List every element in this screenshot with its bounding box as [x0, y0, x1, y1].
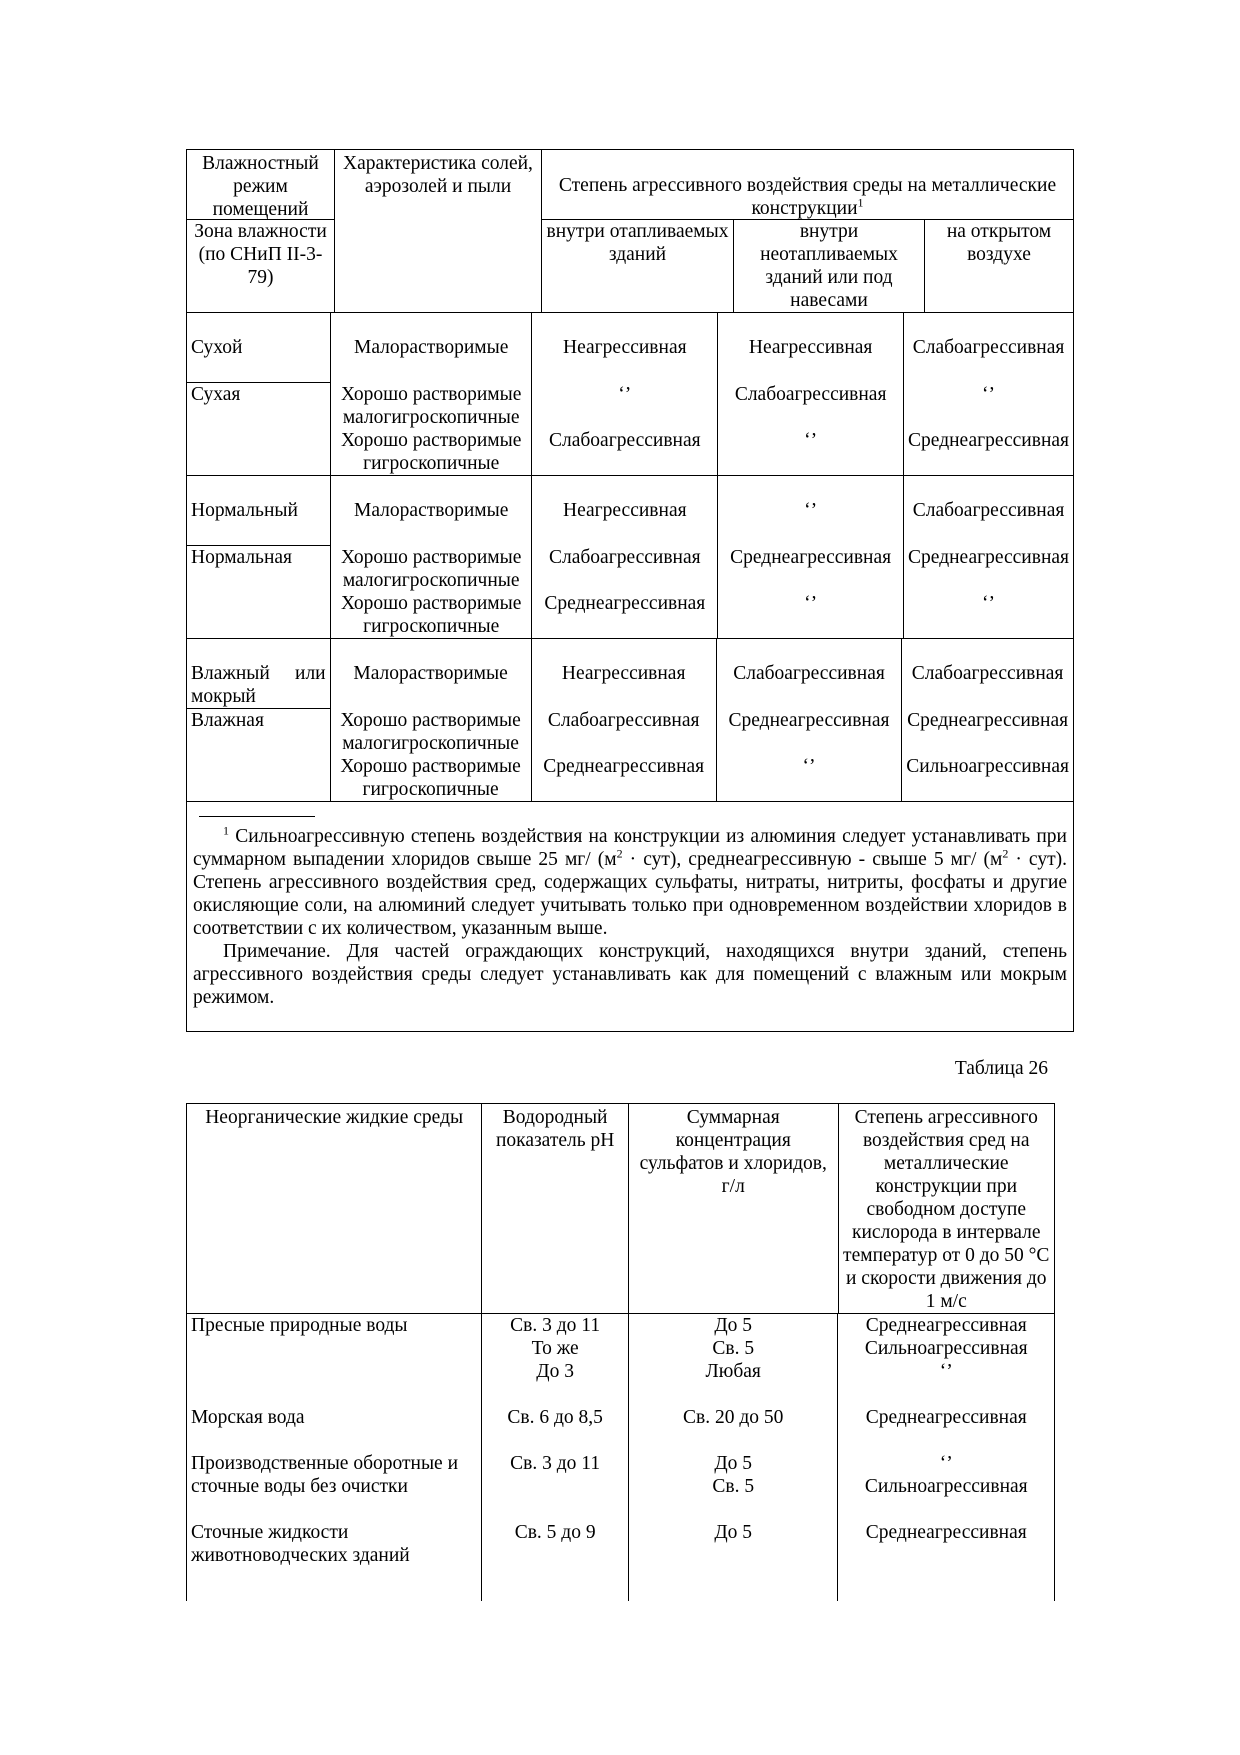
- footnote-text-1: Сильноагрессивную степень воздействия на конструкции из алюминия следует устанавливать при суммарном выпадении хлоридов свыше 25 мг/ (м: [193, 826, 1067, 870]
- header-unheated: внутри неотапливаемых зданий или под навесами: [733, 220, 924, 312]
- header-degree-text: Степень агрессивного воздействия среды на металлические конструкции: [558, 175, 1057, 219]
- unheated-cell: Слабоагрессивная: [734, 384, 887, 405]
- media-cell: Сточные жидкости животноводческих зданий: [191, 1522, 410, 1566]
- media-cell: Производственные оборотные и сточные воды без очистки: [191, 1453, 459, 1497]
- table-footnote: [187, 802, 1073, 1031]
- outdoor-cell: Сильноагрессивная: [906, 756, 1069, 777]
- ph-cell: Св. 6 до 8,5: [507, 1407, 603, 1428]
- degree-cell: Среднеагрессивная: [865, 1407, 1027, 1428]
- salt-cell: Хорошо растворимые малогигроскопичные: [340, 710, 521, 754]
- heated-cell: Неагрессивная: [561, 663, 686, 684]
- header-humidity-zone: Зона влажности (по СНиП II-3-79): [194, 221, 327, 288]
- unheated-cell: Неагрессивная: [748, 337, 873, 358]
- salt-cell: Малорастворимые: [353, 663, 508, 684]
- footnote-sup-a: 2: [616, 846, 623, 861]
- footnote-mark: 1: [223, 823, 229, 838]
- heated-cell: Среднеагрессивная: [544, 593, 706, 614]
- unheated-cell: Среднеагрессивная: [728, 710, 890, 731]
- header-salts: Характеристика солей, аэрозолей и пыли: [334, 150, 541, 312]
- conc-cell: Св. 5: [712, 1338, 755, 1359]
- salt-cell: Хорошо растворимые малогигроскопичные: [340, 547, 522, 591]
- zone-cell: Нормальная: [191, 547, 293, 568]
- header-media: Неорганические жидкие среды: [205, 1107, 464, 1128]
- degree-cell: ‘’: [939, 1361, 953, 1382]
- unheated-cell: ‘’: [802, 756, 816, 777]
- table-header: [187, 150, 1073, 313]
- outdoor-cell: ‘’: [982, 384, 996, 405]
- header-degree: [542, 150, 1073, 220]
- header-humidity-regime: Влажностный режим помещений: [187, 150, 334, 220]
- header-concentration: Суммарная концентрация сульфатов и хлоридов, г/л: [628, 1104, 838, 1313]
- salt-cell: Малорастворимые: [354, 337, 509, 358]
- group-normal: [187, 476, 1073, 639]
- table-header: [187, 1104, 1054, 1314]
- zone-cell: Сухая: [191, 384, 241, 405]
- conc-cell: Любая: [705, 1361, 761, 1382]
- heated-cell: Среднеагрессивная: [543, 756, 705, 777]
- conc-cell: До 5: [714, 1522, 753, 1543]
- outdoor-cell: Слабоагрессивная: [912, 500, 1065, 521]
- outdoor-cell: ‘’: [982, 593, 996, 614]
- outdoor-cell: Слабоагрессивная: [912, 337, 1065, 358]
- conc-cell: До 5: [714, 1453, 753, 1474]
- group-wet: [187, 639, 1073, 802]
- footnote-sup-b: 2: [1002, 846, 1009, 861]
- conc-cell: Св. 5: [712, 1476, 755, 1497]
- regime-cell: [187, 639, 330, 709]
- zone-cell: Влажная: [191, 710, 264, 731]
- footnote-divider: [199, 816, 315, 817]
- outdoor-cell: Слабоагрессивная: [911, 663, 1064, 684]
- regime-cell: Нормальный: [187, 476, 330, 546]
- conc-cell: До 5: [714, 1315, 753, 1336]
- header-outdoor: на открытом воздухе: [924, 220, 1073, 312]
- unheated-cell: Слабоагрессивная: [733, 663, 885, 684]
- outdoor-cell: Среднеагрессивная: [908, 430, 1070, 451]
- degree-cell: Сильноагрессивная: [864, 1338, 1028, 1359]
- header-degree: Степень агрессивного воздействия сред на металлические конструкции при свободном доступе кислорода в интервале температур от 0 до 50 °С и скорости движения до 1 м/с: [838, 1104, 1055, 1313]
- heated-cell: ‘’: [618, 384, 632, 405]
- ph-cell: Св. 3 до 11: [510, 1453, 601, 1474]
- unheated-cell: ‘’: [804, 500, 818, 521]
- unheated-cell: Среднеагрессивная: [730, 547, 892, 568]
- footnote-text-2: · сут), среднеагрессивную - свыше 5 мг/ (м: [622, 849, 1003, 870]
- conc-cell: Св. 20 до 50: [683, 1407, 784, 1428]
- salt-cell: Хорошо растворимые гигроскопичные: [340, 430, 522, 474]
- degree-cell: Сильноагрессивная: [864, 1476, 1028, 1497]
- header-degree-sup: 1: [857, 195, 864, 210]
- heated-cell: Неагрессивная: [563, 500, 687, 521]
- outdoor-cell: Среднеагрессивная: [907, 710, 1069, 731]
- heated-cell: Слабоагрессивная: [547, 710, 700, 731]
- outdoor-cell: Среднеагрессивная: [908, 547, 1070, 568]
- ph-cell: То же: [531, 1338, 579, 1359]
- liquid-media-table: [186, 1103, 1055, 1601]
- header-heated: внутри отапливаемых зданий: [546, 221, 729, 265]
- heated-cell: Слабоагрессивная: [548, 547, 701, 568]
- ph-cell: Св. 5 до 9: [514, 1522, 596, 1543]
- footnote-paragraph: [193, 825, 1067, 940]
- salt-cell: Хорошо растворимые гигроскопичные: [340, 593, 522, 637]
- ph-cell: До 3: [536, 1361, 574, 1382]
- table-26-label: Таблица 26: [954, 1058, 1048, 1079]
- media-cell: Пресные природные воды: [191, 1315, 408, 1336]
- aggressiveness-table: [186, 149, 1074, 1032]
- degree-cell: Среднеагрессивная: [865, 1522, 1027, 1543]
- unheated-cell: ‘’: [804, 593, 818, 614]
- regime-text: Влажный или мокрый: [191, 663, 326, 707]
- unheated-cell: ‘’: [804, 430, 818, 451]
- salt-cell: Хорошо растворимые гигроскопичные: [340, 756, 521, 800]
- salt-cell: Хорошо растворимые малогигроскопичные: [340, 384, 522, 428]
- table-note: Примечание. Для частей ограждающих конструкций, находящихся внутри зданий, степень агрессивного воздействия среды следует устанавливать как для помещений с влажным или мокрым режимом.: [193, 941, 1067, 1008]
- heated-cell: Неагрессивная: [563, 337, 687, 358]
- header-ph: Водородный показатель pH: [481, 1104, 628, 1313]
- degree-cell: ‘’: [939, 1453, 953, 1474]
- salt-cell: Малорастворимые: [354, 500, 509, 521]
- group-dry: [187, 313, 1073, 476]
- footnote-text-3: · сут). Степень агрессивного воздействия сред, содержащих сульфаты, нитраты, нитриты, фосфаты и другие окисляющие соли, на алюминий следует учитывать только при одновременном воздействии хлоридов в соответствии с их количеством, указанным выше.: [193, 849, 1067, 939]
- regime-cell: Сухой: [187, 313, 330, 383]
- media-cell: Морская вода: [191, 1407, 305, 1428]
- heated-cell: Слабоагрессивная: [548, 430, 701, 451]
- table-body: [187, 1314, 1054, 1601]
- degree-cell: Среднеагрессивная: [865, 1315, 1027, 1336]
- ph-cell: Св. 3 до 11: [510, 1315, 601, 1336]
